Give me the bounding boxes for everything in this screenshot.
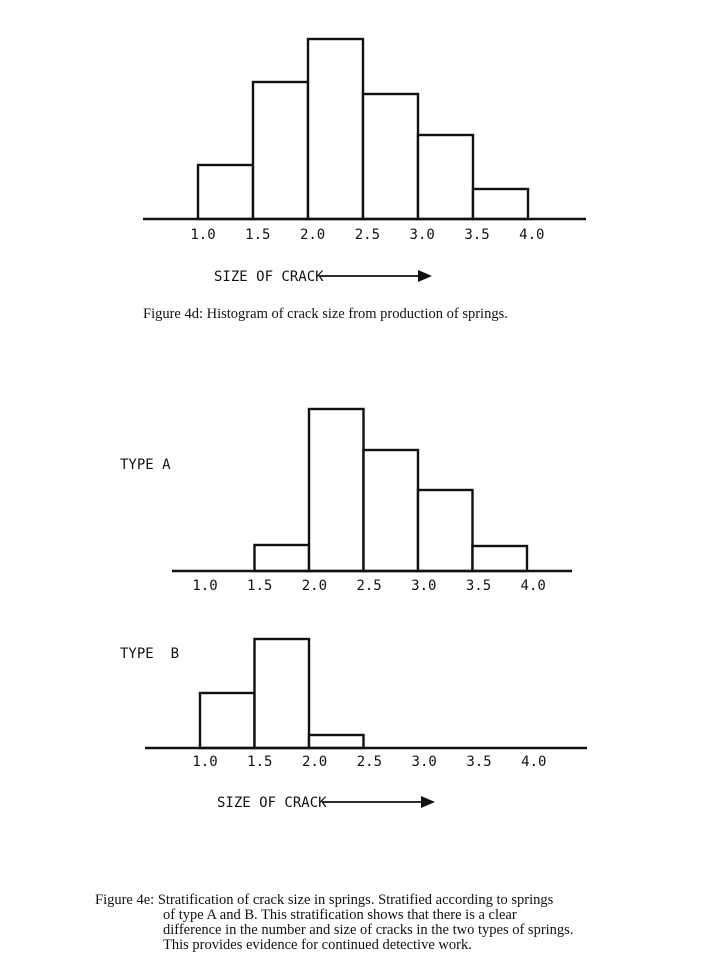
- x-tick-label-type-b: 1.5: [247, 754, 273, 770]
- histogram-bar-4d: [253, 82, 308, 219]
- histogram-bar-type-b: [200, 693, 255, 748]
- caption-4e-line: This provides evidence for continued detective work.: [163, 937, 472, 953]
- caption-4d: Figure 4d: Histogram of crack size from production of springs.: [143, 306, 508, 322]
- histogram-bar-type-a: [364, 450, 419, 571]
- x-tick-label-type-a: 4.0: [520, 578, 546, 594]
- histogram-bar-type-a: [473, 546, 528, 571]
- x-tick-label-4d: 3.5: [464, 227, 490, 243]
- x-tick-label-type-a: 3.5: [465, 578, 492, 594]
- caption-4e: [95, 892, 573, 953]
- x-tick-label-4d: 1.0: [190, 227, 216, 243]
- caption-4e-line: difference in the number and size of cracks in the two types of springs.: [163, 922, 574, 938]
- x-tick-label-type-b: 4.0: [521, 754, 547, 770]
- histogram-bar-type-b: [309, 735, 364, 748]
- x-tick-label-4d: 2.5: [354, 227, 381, 243]
- x-axis-arrow-4e: [322, 796, 435, 808]
- x-tick-label-4d: 3.0: [409, 227, 435, 243]
- histogram-bar-type-a: [418, 490, 473, 571]
- x-axis-label-4e: SIZE OF CRACK: [217, 795, 327, 811]
- x-tick-label-type-a: 1.5: [247, 578, 273, 594]
- histogram-bar-4d: [473, 189, 528, 219]
- x-tick-label-type-a: 2.5: [356, 578, 382, 594]
- x-tick-label-type-b: 2.5: [356, 754, 383, 770]
- x-axis-label-4d: SIZE OF CRACK: [214, 269, 324, 285]
- histogram-4d: [143, 39, 586, 243]
- x-tick-label-type-a: 1.0: [192, 578, 218, 594]
- x-tick-label-type-b: 1.0: [192, 754, 218, 770]
- series-label-type-a: TYPE A: [120, 457, 171, 473]
- histogram-bar-4d: [308, 39, 363, 219]
- x-axis-arrow-4d: [320, 270, 432, 282]
- histogram-type-b: [145, 639, 587, 770]
- x-tick-label-type-b: 3.0: [411, 754, 437, 770]
- histogram-type-a: [172, 409, 572, 594]
- histogram-bar-type-b: [255, 639, 310, 748]
- histogram-bar-4d: [198, 165, 253, 219]
- x-tick-label-4d: 1.5: [245, 227, 271, 243]
- x-tick-label-type-b: 2.0: [301, 754, 328, 770]
- histogram-bar-4d: [363, 94, 418, 219]
- series-label-type-b: TYPE B: [120, 646, 180, 662]
- histogram-bar-type-a: [309, 409, 364, 571]
- histogram-bar-4d: [418, 135, 473, 219]
- histogram-bar-type-a: [255, 545, 310, 571]
- x-tick-label-type-a: 3.0: [411, 578, 437, 594]
- x-tick-label-type-a: 2.0: [301, 578, 328, 594]
- caption-4e-line: Figure 4e: Stratification of crack size in springs. Stratified according to springs: [95, 892, 554, 908]
- caption-4e-line: of type A and B. This stratification shows that there is a clear: [163, 907, 517, 923]
- x-tick-label-4d: 2.0: [299, 227, 326, 243]
- x-tick-label-type-b: 3.5: [466, 754, 492, 770]
- x-tick-label-4d: 4.0: [519, 227, 545, 243]
